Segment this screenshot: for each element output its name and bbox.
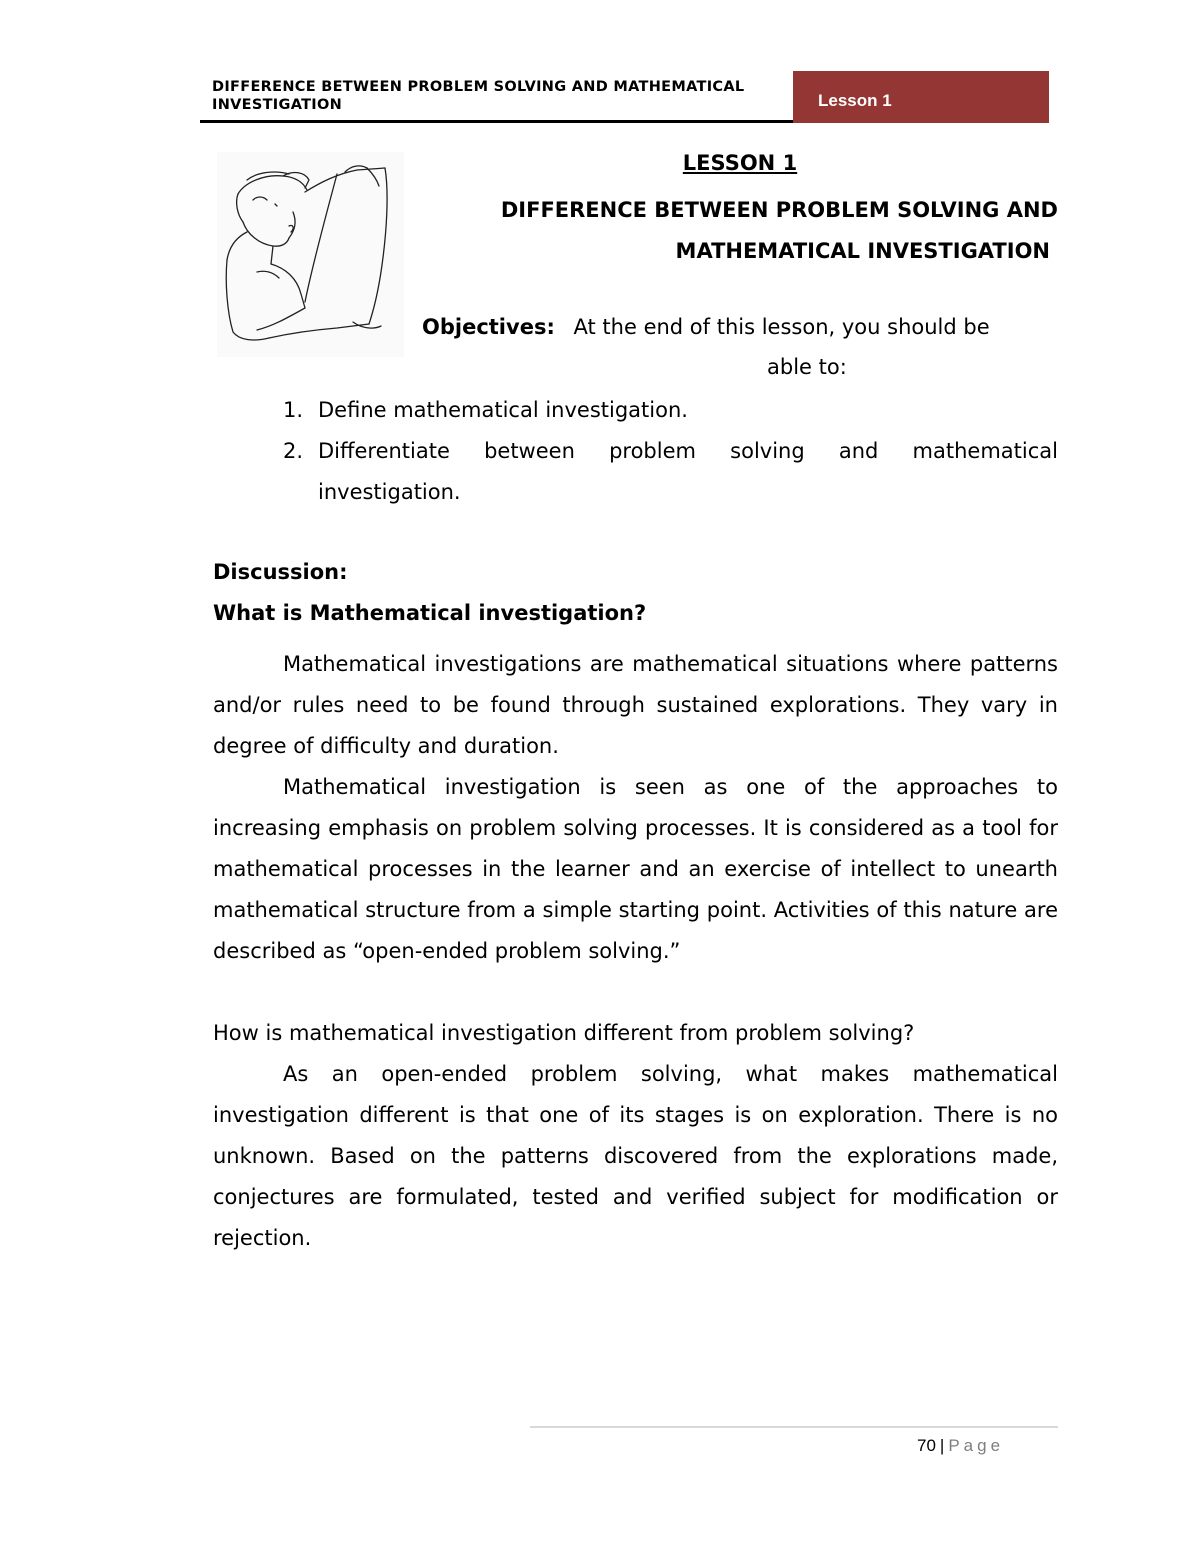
spacer [213,972,1058,1013]
objectives-line [422,313,1058,341]
header-rule [200,120,793,123]
objectives-intro-cont: able to: [767,355,847,379]
footer-rule [530,1426,1058,1428]
lesson-title-line1: DIFFERENCE BETWEEN PROBLEM SOLVING AND [500,198,1058,222]
list-item-text: Define mathematical investigation. [318,398,688,422]
question-heading-2: How is mathematical investigation different from problem solving? [213,1021,915,1045]
paragraph-1: Mathematical investigations are mathematical situations where patterns and/or rules need to be found through sustained explorations. They vary in degree of difficulty and duration. [213,652,1058,758]
discussion-heading: Discussion: [213,560,348,584]
page-label: Page [948,1436,1005,1455]
list-item-number: 1. [283,398,304,422]
discussion-section [213,552,1058,1259]
page-footer [917,1436,1004,1456]
header-title: DIFFERENCE BETWEEN PROBLEM SOLVING AND MATHEMATICAL INVESTIGATION [212,79,745,113]
lesson-number: LESSON 1 [682,151,798,175]
lesson-title [415,190,1058,272]
footer-separator: | [939,1436,945,1455]
objectives-label: Objectives: [422,315,555,339]
list-item-number: 2. [283,439,304,463]
paragraph-3: As an open-ended problem solving, what makes mathematical investigation different is that one of its stages is on exploration. There is no unknown. Based on the patterns discovered from the explorations made, conjectures are formulated, tested and verified subject for modification or rejection. [213,1062,1058,1250]
list-item [283,390,1058,431]
list-item [283,431,1058,513]
objectives-intro: At the end of this lesson, you should be [573,315,990,339]
lesson-tag: Lesson 1 [793,71,1049,123]
list-item-text: Differentiate between problem solving and mathematical investigation. [318,439,1058,504]
objectives-list [283,390,1058,513]
question-heading-1: What is Mathematical investigation? [213,601,647,625]
page-number: 70 [917,1436,936,1455]
student-illustration [217,152,404,357]
lesson-title-line2: MATHEMATICAL INVESTIGATION [675,239,1050,263]
paragraph-2: Mathematical investigation is seen as one of the approaches to increasing emphasis on problem solving processes. It is considered as a tool for mathematical processes in the learner and an exercise of intellect to unearth mathematical structure from a simple starting point. Activities of this nature are described as “open-ended problem solving.” [213,775,1058,963]
